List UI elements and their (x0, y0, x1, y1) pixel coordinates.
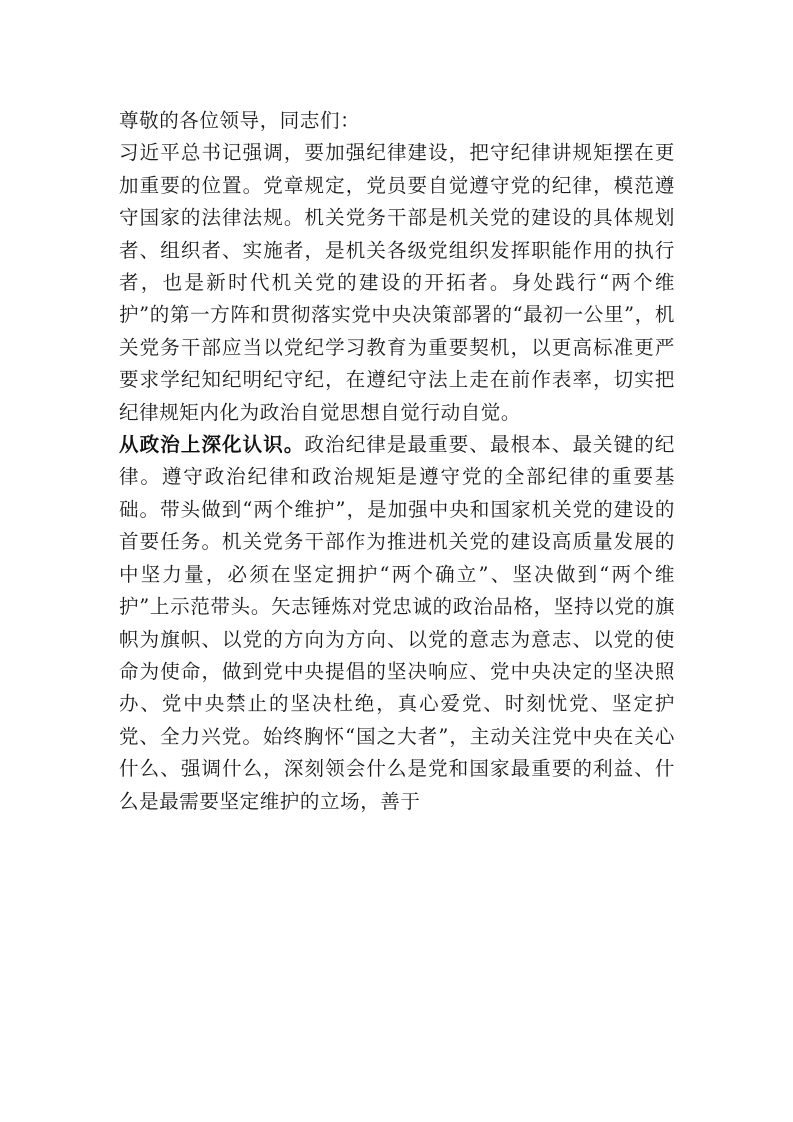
paragraph-political-discipline (119, 429, 675, 818)
salutation: 尊敬的各位领导，同志们： (119, 109, 361, 132)
document-body (119, 105, 675, 818)
paragraph-intro: 习近平总书记强调，要加强纪律建设，把守纪律讲规矩摆在更加重要的位置。党章规定，党员要自觉遵守党的纪律，模范遵守国家的法律法规。机关党务干部是机关党的建设的具体规划者、组织者、实施者，是机关各级党组织发挥职能作用的执行者，也是新时代机关党的建设的开拓者。身处践行“两个维护”的第一方阵和贯彻落实党中央决策部署的“最初一公里”，机关党务干部应当以党纪学习教育为重要契机，以更高标准更严要求学纪知纪明纪守纪，在遵纪守法上走在前作表率，切实把纪律规矩内化为政治自觉思想自觉行动自觉。 (119, 141, 675, 424)
section-heading: 从政治上深化认识。 (119, 433, 305, 457)
paragraph-body: 政治纪律是最重要、最根本、最关键的纪律。遵守政治纪律和政治规矩是遵守党的全部纪律的重要基础。带头做到“两个维护”，是加强中央和国家机关党的建设的首要任务。机关党务干部作为推进机关党的建设高质量发展的中坚力量，必须在坚定拥护“两个确立”、坚决做到“两个维护”上示范带头。矢志锤炼对党忠诚的政治品格，坚持以党的旗帜为旗帜、以党的方向为方向、以党的意志为意志、以党的使命为使命，做到党中央提倡的坚决响应、党中央决定的坚决照办、党中央禁止的坚决杜绝，真心爱党、时刻忧党、坚定护党、全力兴党。始终胸怀“国之大者”，主动关注党中央在关心什么、强调什么，深刻领会什么是党和国家最重要的利益、什么是最需要坚定维护的立场，善于 (119, 433, 675, 813)
